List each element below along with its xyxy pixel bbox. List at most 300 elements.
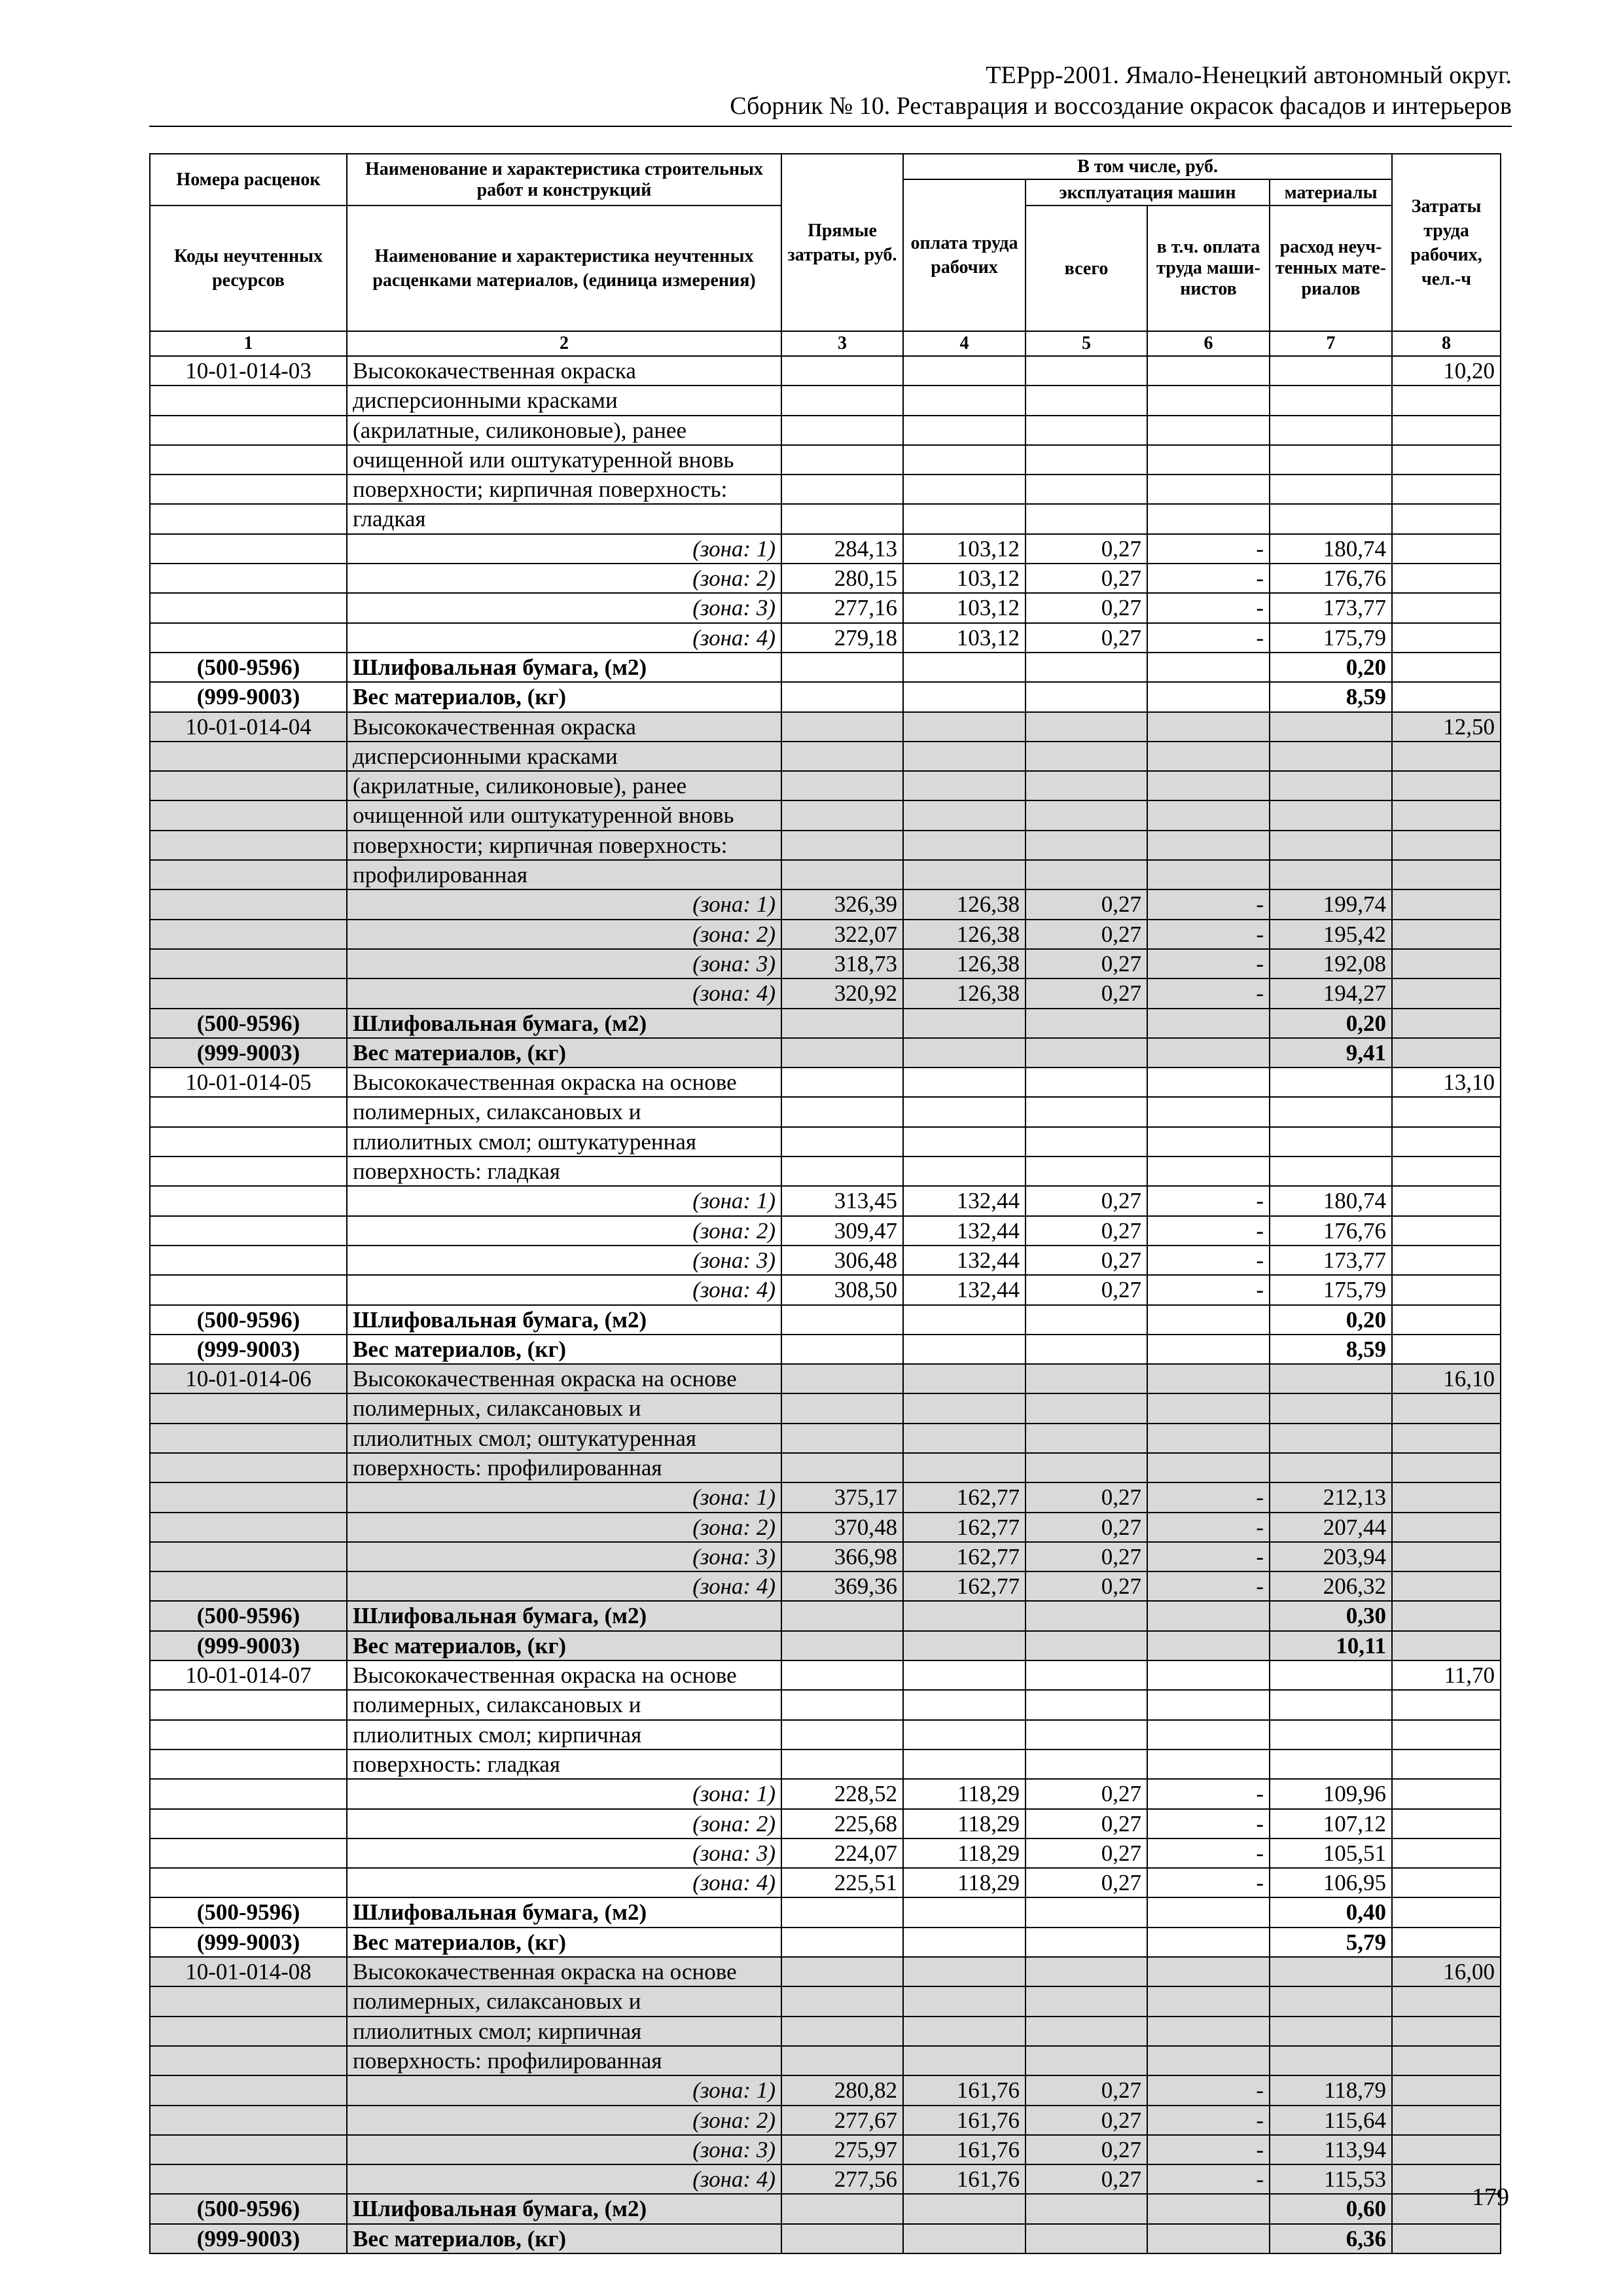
resource-name: Вес материалов, (кг) [347, 1928, 781, 1957]
empty-cell [1147, 1335, 1270, 1364]
empty-cell [1147, 1067, 1270, 1097]
zone-materials-value: 180,74 [1270, 1186, 1392, 1215]
empty-cell [1392, 1305, 1501, 1335]
zone-materials-value: 176,76 [1270, 1216, 1392, 1246]
empty-cell [1026, 2046, 1147, 2075]
empty-cell [1392, 1424, 1501, 1453]
zone-wage-value: 162,77 [903, 1542, 1026, 1571]
work-description-line: поверхность: профилированная [347, 1453, 781, 1482]
empty-cell [903, 2194, 1026, 2223]
zone-direct-value: 279,18 [781, 623, 903, 653]
empty-cell [903, 1897, 1026, 1927]
resource-name: Шлифовальная бумага, (м2) [347, 1009, 781, 1038]
empty-cell [903, 1305, 1026, 1335]
zone-materials-value: 212,13 [1270, 1482, 1392, 1512]
empty-cell [903, 653, 1026, 682]
table-row [150, 386, 1501, 415]
empty-cell [903, 800, 1026, 830]
resource-name: Шлифовальная бумага, (м2) [347, 1897, 781, 1927]
empty-cell [150, 1868, 347, 1897]
resource-name: Шлифовальная бумага, (м2) [347, 653, 781, 682]
empty-cell [1392, 1986, 1501, 2016]
empty-cell [1392, 1601, 1501, 1630]
empty-cell [781, 1038, 903, 1067]
empty-cell [1392, 1335, 1501, 1364]
empty-cell [1026, 1957, 1147, 1986]
empty-cell [1147, 1157, 1270, 1186]
rates-body [150, 356, 1501, 2253]
empty-cell [781, 445, 903, 475]
empty-cell [150, 860, 347, 889]
zone-machinists-value: - [1147, 2106, 1270, 2135]
resource-code: (500-9596) [150, 2194, 347, 2223]
empty-cell [1270, 1127, 1392, 1157]
resource-name: Шлифовальная бумага, (м2) [347, 2194, 781, 2223]
resource-code: (999-9003) [150, 682, 347, 711]
zone-direct-value: 225,68 [781, 1809, 903, 1839]
zone-wage-value: 118,29 [903, 1868, 1026, 1897]
empty-cell [781, 1749, 903, 1779]
resource-consumption: 6,36 [1270, 2224, 1392, 2253]
header-wage: оплата труда рабочих [903, 179, 1026, 331]
empty-cell [1392, 800, 1501, 830]
empty-cell [150, 564, 347, 593]
empty-cell [1392, 1690, 1501, 1719]
empty-cell [150, 2135, 347, 2164]
table-row [150, 653, 1501, 682]
rate-code: 10-01-014-04 [150, 712, 347, 742]
table-row [150, 920, 1501, 949]
empty-cell [1392, 1038, 1501, 1067]
table-row [150, 1513, 1501, 1542]
empty-cell [1026, 800, 1147, 830]
zone-label: (зона: 1) [347, 534, 781, 564]
empty-cell [1147, 1364, 1270, 1393]
zone-direct-value: 284,13 [781, 534, 903, 564]
table-row [150, 2075, 1501, 2105]
empty-cell [1392, 623, 1501, 653]
empty-cell [903, 1660, 1026, 1690]
zone-direct-value: 306,48 [781, 1246, 903, 1275]
resource-consumption: 8,59 [1270, 1335, 1392, 1364]
zone-label: (зона: 2) [347, 564, 781, 593]
empty-cell [781, 1631, 903, 1660]
zone-machinists-value: - [1147, 889, 1270, 919]
empty-cell [1270, 356, 1392, 386]
zone-label: (зона: 3) [347, 1246, 781, 1275]
empty-cell [1392, 1720, 1501, 1749]
empty-cell [781, 475, 903, 504]
work-description-line: плиолитных смол; оштукатуренная [347, 1424, 781, 1453]
empty-cell [781, 800, 903, 830]
table-row [150, 1542, 1501, 1571]
table-row [150, 1009, 1501, 1038]
empty-cell [1392, 1513, 1501, 1542]
empty-cell [781, 860, 903, 889]
zone-label: (зона: 1) [347, 1779, 781, 1808]
header-machines-group: эксплуатация машин [1026, 179, 1270, 206]
empty-cell [1270, 1749, 1392, 1779]
header-group-label: В том числе, руб. [903, 154, 1392, 179]
work-description-line: полимерных, силаксановых и [347, 1393, 781, 1423]
zone-label: (зона: 2) [347, 2106, 781, 2135]
zone-machines-value: 0,27 [1026, 978, 1147, 1008]
table-row [150, 1393, 1501, 1423]
empty-cell [1147, 653, 1270, 682]
column-number: 2 [347, 331, 781, 356]
zone-materials-value: 115,53 [1270, 2164, 1392, 2194]
labor-hours: 10,20 [1392, 356, 1501, 386]
table-row [150, 1720, 1501, 1749]
table-row [150, 1453, 1501, 1482]
zone-wage-value: 118,29 [903, 1839, 1026, 1868]
table-row [150, 475, 1501, 504]
empty-cell [1270, 1690, 1392, 1719]
zone-wage-value: 161,76 [903, 2106, 1026, 2135]
zone-wage-value: 103,12 [903, 534, 1026, 564]
empty-cell [150, 1482, 347, 1512]
empty-cell [1392, 1897, 1501, 1927]
zone-wage-value: 103,12 [903, 564, 1026, 593]
zone-wage-value: 126,38 [903, 978, 1026, 1008]
resource-name: Вес материалов, (кг) [347, 1038, 781, 1067]
empty-cell [1270, 800, 1392, 830]
header-direct-costs: Прямые затраты, руб. [781, 154, 903, 331]
empty-cell [1026, 2194, 1147, 2223]
empty-cell [1147, 1928, 1270, 1957]
empty-cell [1392, 504, 1501, 533]
empty-cell [1026, 1720, 1147, 1749]
empty-cell [781, 1424, 903, 1453]
zone-materials-value: 175,79 [1270, 623, 1392, 653]
zone-machines-value: 0,27 [1026, 1246, 1147, 1275]
zone-materials-value: 173,77 [1270, 1246, 1392, 1275]
zone-machinists-value: - [1147, 1809, 1270, 1839]
zone-machinists-value: - [1147, 2135, 1270, 2164]
table-row [150, 1660, 1501, 1690]
empty-cell [1147, 1038, 1270, 1067]
empty-cell [1026, 831, 1147, 860]
empty-cell [903, 356, 1026, 386]
empty-cell [1147, 1720, 1270, 1749]
empty-cell [1392, 1839, 1501, 1868]
rate-code: 10-01-014-07 [150, 1660, 347, 1690]
empty-cell [150, 1157, 347, 1186]
work-description-line: поверхность: профилированная [347, 2046, 781, 2075]
empty-cell [1026, 682, 1147, 711]
empty-cell [781, 1957, 903, 1986]
resource-code: (500-9596) [150, 1601, 347, 1630]
empty-cell [1147, 445, 1270, 475]
empty-cell [903, 1097, 1026, 1126]
table-row [150, 1631, 1501, 1660]
zone-wage-value: 162,77 [903, 1482, 1026, 1512]
empty-cell [150, 1127, 347, 1157]
empty-cell [1392, 1186, 1501, 1215]
header-materials-consumption: расход неуч-тенных мате-риалов [1270, 206, 1392, 331]
empty-cell [1392, 860, 1501, 889]
zone-materials-value: 107,12 [1270, 1809, 1392, 1839]
empty-cell [903, 504, 1026, 533]
empty-cell [1026, 1749, 1147, 1779]
zone-direct-value: 224,07 [781, 1839, 903, 1868]
zone-machines-value: 0,27 [1026, 2106, 1147, 2135]
zone-materials-value: 105,51 [1270, 1839, 1392, 1868]
resource-consumption: 5,79 [1270, 1928, 1392, 1957]
empty-cell [781, 504, 903, 533]
work-description-line: полимерных, силаксановых и [347, 1986, 781, 2016]
empty-cell [1270, 742, 1392, 771]
zone-machines-value: 0,27 [1026, 1482, 1147, 1512]
labor-hours: 13,10 [1392, 1067, 1501, 1097]
empty-cell [1026, 1097, 1147, 1126]
zone-machinists-value: - [1147, 1571, 1270, 1601]
work-description-line: полимерных, силаксановых и [347, 1690, 781, 1719]
empty-cell [1392, 2224, 1501, 2253]
empty-cell [150, 800, 347, 830]
resource-consumption: 10,11 [1270, 1631, 1392, 1660]
empty-cell [1147, 416, 1270, 445]
column-number: 6 [1147, 331, 1270, 356]
zone-machines-value: 0,27 [1026, 1839, 1147, 1868]
work-description-line: Высококачественная окраска [347, 712, 781, 742]
labor-hours: 16,10 [1392, 1364, 1501, 1393]
empty-cell [1392, 416, 1501, 445]
empty-cell [150, 1571, 347, 1601]
zone-materials-value: 199,74 [1270, 889, 1392, 919]
zone-machinists-value: - [1147, 1779, 1270, 1808]
zone-direct-value: 277,67 [781, 2106, 903, 2135]
zone-machinists-value: - [1147, 564, 1270, 593]
resource-code: (999-9003) [150, 1335, 347, 1364]
empty-cell [1026, 771, 1147, 800]
empty-cell [903, 1720, 1026, 1749]
resource-consumption: 0,60 [1270, 2194, 1392, 2223]
empty-cell [1026, 1364, 1147, 1393]
table-row [150, 1127, 1501, 1157]
zone-label: (зона: 4) [347, 1571, 781, 1601]
empty-cell [1392, 1631, 1501, 1660]
empty-cell [1026, 1986, 1147, 2016]
empty-cell [1392, 1571, 1501, 1601]
empty-cell [1147, 1957, 1270, 1986]
zone-direct-value: 228,52 [781, 1779, 903, 1808]
empty-cell [781, 1660, 903, 1690]
empty-cell [1026, 356, 1147, 386]
labor-hours: 16,00 [1392, 1957, 1501, 1986]
resource-consumption: 0,20 [1270, 1009, 1392, 1038]
empty-cell [781, 1097, 903, 1126]
empty-cell [1270, 386, 1392, 415]
empty-cell [1392, 386, 1501, 415]
empty-cell [1392, 1097, 1501, 1126]
empty-cell [903, 682, 1026, 711]
column-number: 4 [903, 331, 1026, 356]
empty-cell [1147, 1986, 1270, 2016]
zone-machinists-value: - [1147, 1482, 1270, 1512]
rate-code: 10-01-014-06 [150, 1364, 347, 1393]
header-col2-top: Наименование и характеристика строительных работ и конструкций [347, 154, 781, 206]
zone-machinists-value: - [1147, 1839, 1270, 1868]
empty-cell [1270, 475, 1392, 504]
empty-cell [1147, 1660, 1270, 1690]
work-description-line: плиолитных смол; оштукатуренная [347, 1127, 781, 1157]
empty-cell [1026, 653, 1147, 682]
empty-cell [781, 2046, 903, 2075]
table-row [150, 1839, 1501, 1868]
zone-materials-value: 203,94 [1270, 1542, 1392, 1571]
empty-cell [1147, 2017, 1270, 2046]
empty-cell [1026, 1305, 1147, 1335]
empty-cell [1026, 2017, 1147, 2046]
zone-direct-value: 366,98 [781, 1542, 903, 1571]
table-row [150, 1335, 1501, 1364]
zone-wage-value: 132,44 [903, 1246, 1026, 1275]
table-row [150, 1482, 1501, 1512]
table-row [150, 1067, 1501, 1097]
empty-cell [1392, 593, 1501, 622]
work-description-line: Высококачественная окраска [347, 356, 781, 386]
table-row [150, 860, 1501, 889]
empty-cell [903, 1631, 1026, 1660]
work-description-line: дисперсионными красками [347, 742, 781, 771]
zone-materials-value: 173,77 [1270, 593, 1392, 622]
empty-cell [1026, 1424, 1147, 1453]
empty-cell [1392, 920, 1501, 949]
zone-materials-value: 109,96 [1270, 1779, 1392, 1808]
table-row [150, 831, 1501, 860]
empty-cell [150, 771, 347, 800]
empty-cell [1147, 1631, 1270, 1660]
table-row [150, 742, 1501, 771]
table-row [150, 623, 1501, 653]
zone-label: (зона: 2) [347, 1809, 781, 1839]
empty-cell [150, 1097, 347, 1126]
zone-machinists-value: - [1147, 1216, 1270, 1246]
empty-cell [1147, 860, 1270, 889]
empty-cell [150, 1246, 347, 1275]
zone-label: (зона: 2) [347, 1216, 781, 1246]
table-row [150, 1868, 1501, 1897]
empty-cell [903, 386, 1026, 415]
empty-cell [1270, 1986, 1392, 2016]
column-number: 3 [781, 331, 903, 356]
empty-cell [150, 1809, 347, 1839]
work-description-line: Высококачественная окраска на основе [347, 1067, 781, 1097]
empty-cell [903, 1157, 1026, 1186]
empty-cell [1026, 1393, 1147, 1423]
empty-cell [1392, 1453, 1501, 1482]
empty-cell [1392, 475, 1501, 504]
empty-cell [903, 1067, 1026, 1097]
zone-machines-value: 0,27 [1026, 1542, 1147, 1571]
empty-cell [903, 1601, 1026, 1630]
header-col1-top: Номера расценок [150, 154, 347, 206]
empty-cell [781, 1335, 903, 1364]
zone-label: (зона: 1) [347, 1482, 781, 1512]
empty-cell [1147, 771, 1270, 800]
table-row [150, 1779, 1501, 1808]
empty-cell [1392, 1542, 1501, 1571]
resource-consumption: 0,40 [1270, 1897, 1392, 1927]
empty-cell [1392, 1482, 1501, 1512]
empty-cell [1026, 504, 1147, 533]
zone-machines-value: 0,27 [1026, 920, 1147, 949]
empty-cell [150, 2046, 347, 2075]
empty-cell [781, 386, 903, 415]
zone-materials-value: 206,32 [1270, 1571, 1392, 1601]
empty-cell [1147, 1424, 1270, 1453]
empty-cell [903, 416, 1026, 445]
empty-cell [903, 1453, 1026, 1482]
empty-cell [1147, 1690, 1270, 1719]
empty-cell [1270, 1097, 1392, 1126]
work-description-line: плиолитных смол; кирпичная [347, 1720, 781, 1749]
zone-wage-value: 118,29 [903, 1809, 1026, 1839]
zone-machinists-value: - [1147, 1868, 1270, 1897]
empty-cell [1147, 1305, 1270, 1335]
empty-cell [903, 1690, 1026, 1719]
zone-machines-value: 0,27 [1026, 593, 1147, 622]
work-description-line: Высококачественная окраска на основе [347, 1957, 781, 1986]
zone-materials-value: 176,76 [1270, 564, 1392, 593]
table-row [150, 2164, 1501, 2194]
rate-code: 10-01-014-05 [150, 1067, 347, 1097]
resource-name: Шлифовальная бумага, (м2) [347, 1305, 781, 1335]
empty-cell [781, 1305, 903, 1335]
empty-cell [903, 475, 1026, 504]
zone-materials-value: 113,94 [1270, 2135, 1392, 2164]
zone-wage-value: 126,38 [903, 949, 1026, 978]
empty-cell [1270, 1424, 1392, 1453]
zone-direct-value: 277,16 [781, 593, 903, 622]
empty-cell [1270, 1157, 1392, 1186]
empty-cell [150, 534, 347, 564]
empty-cell [1270, 1393, 1392, 1423]
zone-wage-value: 162,77 [903, 1513, 1026, 1542]
empty-cell [1147, 386, 1270, 415]
table-row [150, 2224, 1501, 2253]
empty-cell [781, 356, 903, 386]
zone-machines-value: 0,27 [1026, 564, 1147, 593]
header-col1-bottom: Коды неучтенных ресурсов [150, 206, 347, 331]
empty-cell [903, 1424, 1026, 1453]
zone-machines-value: 0,27 [1026, 623, 1147, 653]
table-row [150, 1038, 1501, 1067]
zone-machinists-value: - [1147, 1275, 1270, 1304]
zone-direct-value: 280,82 [781, 2075, 903, 2105]
empty-cell [903, 742, 1026, 771]
empty-cell [1147, 712, 1270, 742]
zone-label: (зона: 3) [347, 1542, 781, 1571]
empty-cell [781, 2194, 903, 2223]
zone-machines-value: 0,27 [1026, 1186, 1147, 1215]
empty-cell [1147, 682, 1270, 711]
empty-cell [150, 623, 347, 653]
work-description-line: Высококачественная окраска на основе [347, 1660, 781, 1690]
empty-cell [903, 1957, 1026, 1986]
empty-cell [903, 2224, 1026, 2253]
resource-name: Вес материалов, (кг) [347, 1335, 781, 1364]
empty-cell [1270, 416, 1392, 445]
resource-code: (999-9003) [150, 1631, 347, 1660]
empty-cell [1026, 475, 1147, 504]
empty-cell [1270, 2046, 1392, 2075]
empty-cell [1026, 1157, 1147, 1186]
table-row [150, 1424, 1501, 1453]
resource-code: (500-9596) [150, 1305, 347, 1335]
zone-machinists-value: - [1147, 2164, 1270, 2194]
